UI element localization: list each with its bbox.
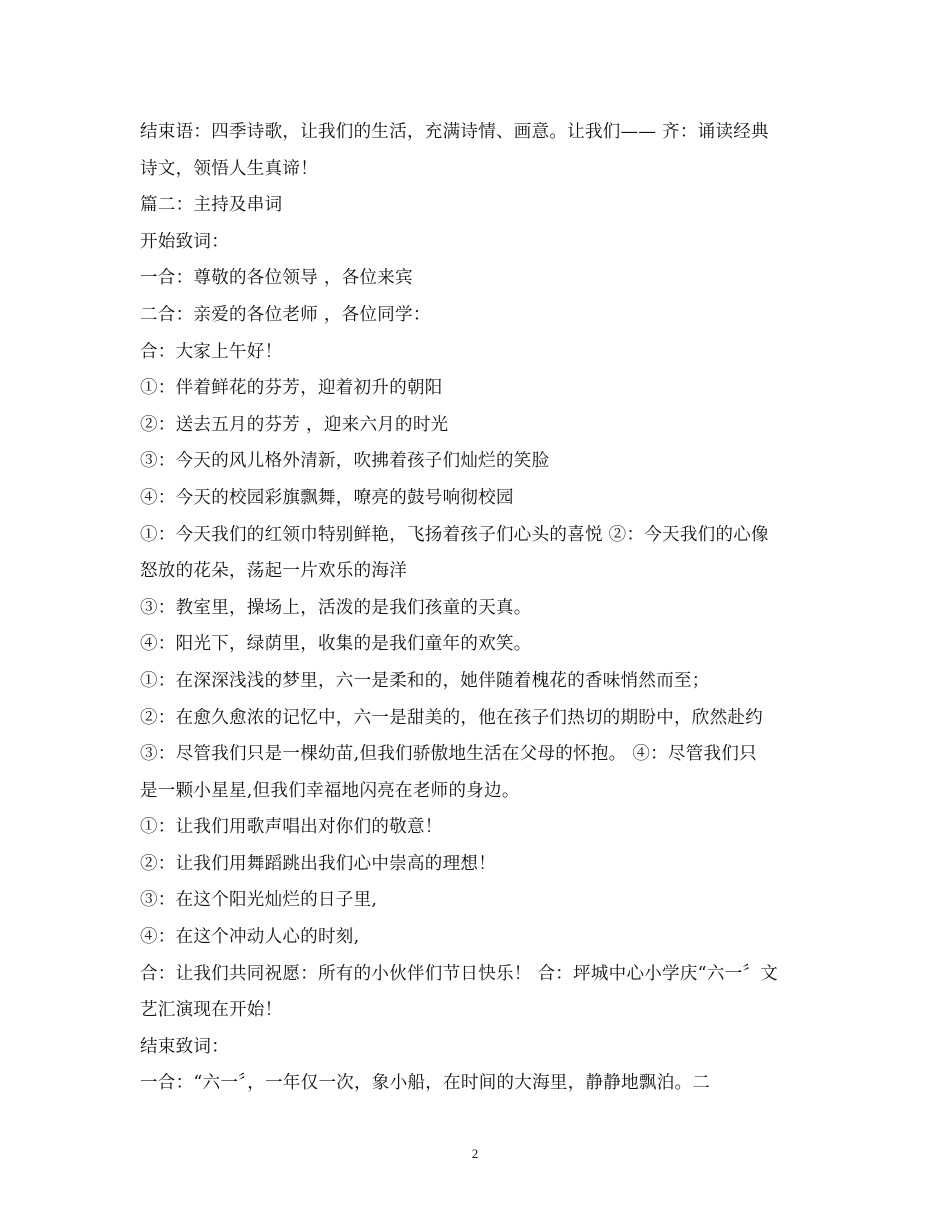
text-line: ③：在这个阳光灿烂的日子里, [140, 890, 378, 911]
text-line: ②：送去五月的芬芳 ，迎来六月的时光 [140, 414, 449, 435]
text-line: ③：教室里，操场上，活泼的是我们孩童的天真。 [140, 597, 532, 618]
text-line: ④：今天的校园彩旗飘舞，嘹亮的鼓号响彻校园 [140, 487, 514, 508]
text-line: ②：让我们用舞蹈跳出我们心中崇高的理想！ [140, 853, 496, 874]
text-line: 一合：尊敬的各位领导 ，各位来宾 [140, 268, 413, 289]
text-line: 二合：亲爱的各位老师 ，各位同学： [140, 304, 431, 325]
text-line: 诗文，领悟人生真谛！ [140, 158, 318, 179]
text-line: 结束语：四季诗歌，让我们的生活，充满诗情、画意。让我们—— 齐：诵读经典 [140, 122, 769, 142]
text-line: ①：在深深浅浅的梦里，六一是柔和的，她伴随着槐花的香味悄然而至； [140, 670, 710, 691]
text-line: 怒放的花朵，荡起一片欢乐的海洋 [140, 561, 407, 582]
text-line: ④：在这个冲动人心的时刻, [140, 927, 360, 948]
text-line: 艺汇演现在开始！ [140, 1000, 283, 1021]
page-number: 2 [471, 1146, 479, 1161]
text-line: ①：伴着鲜花的芬芳，迎着初升的朝阳 [140, 378, 443, 399]
text-line: ②：在愈久愈浓的记忆中，六一是甜美的，他在孩子们热切的期盼中，欣然赴约 [140, 707, 763, 728]
text-line: ③：今天的风儿格外清新，吹拂着孩子们灿烂的笑脸 [140, 451, 550, 472]
text-line: ①：今天我们的红领巾特别鲜艳，飞扬着孩子们心头的喜悦 ②：今天我们的心像 [140, 524, 769, 545]
body-text [140, 114, 820, 1102]
text-line: 一合：“六一〞，一年仅一次，象小船，在时间的大海里，静静地飘泊。二 [140, 1073, 711, 1094]
text-line: 开始致词： [140, 231, 229, 252]
text-line: ③：尽管我们只是一棵幼苗,但我们骄傲地生活在父母的怀抱。 ④：尽管我们只 [140, 744, 757, 765]
text-line: 是一颗小星星,但我们幸福地闪亮在老师的身边。 [140, 780, 520, 801]
text-line: ④：阳光下，绿荫里，收集的是我们童年的欢笑。 [140, 634, 532, 655]
text-line: 结束致词： [140, 1036, 229, 1057]
text-line: ①：让我们用歌声唱出对你们的敬意！ [140, 817, 443, 838]
text-line: 合：大家上午好！ [140, 341, 283, 362]
text-line: 合：让我们共同祝愿：所有的小伙伴们节日快乐！ 合：坪城中心小学庆“六一〞文 [140, 963, 779, 984]
section-heading: 篇二：主持及串词 [140, 195, 283, 216]
